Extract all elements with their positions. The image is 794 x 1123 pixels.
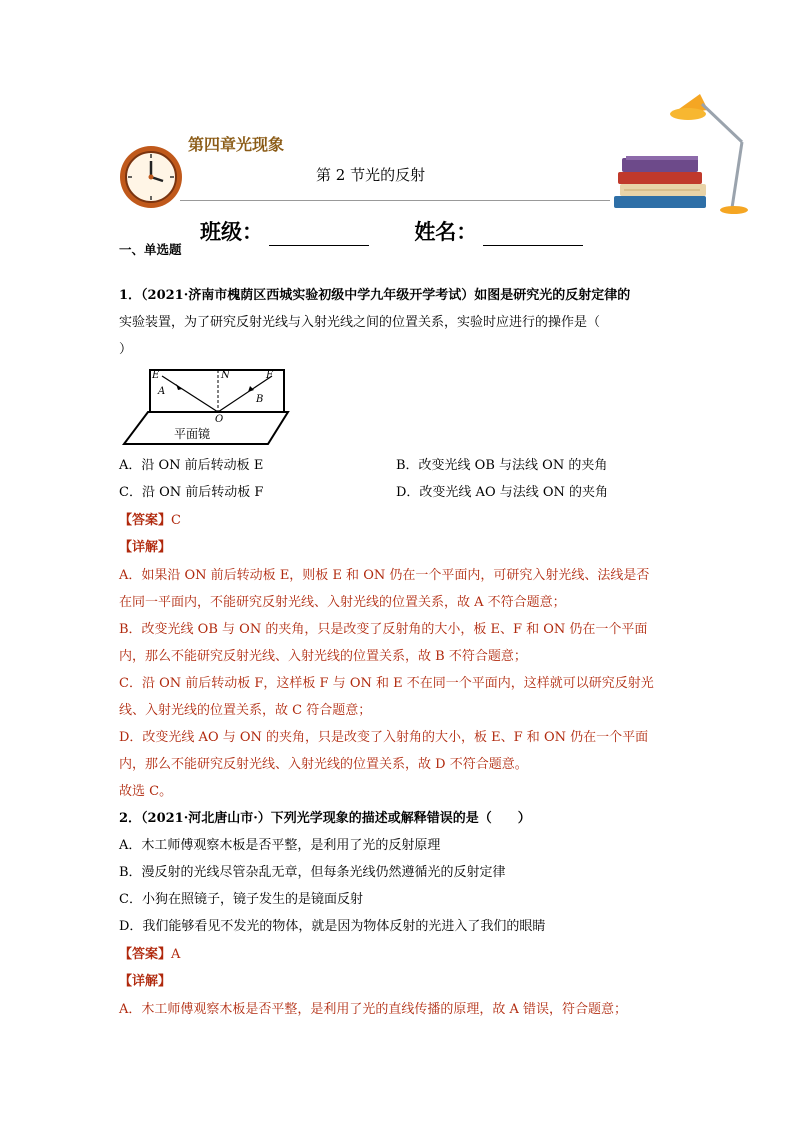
name-blank[interactable]	[483, 225, 583, 246]
q2-option-d[interactable]: D．我们能够看见不发光的物体，就是因为物体反射的光进入了我们的眼睛	[119, 919, 546, 934]
q1-detail-line: D．改变光线 AO 与 ON 的夹角，只是改变了入射角的大小，板 E、F 和 ON 仍在一个平面	[119, 730, 649, 745]
q1-detail-line: A．如果沿 ON 前后转动板 E，则板 E 和 ON 仍在一个平面内，可研究入射光线、法线是否	[119, 568, 650, 583]
q1-stem-line1: 1．（2021·济南市槐荫区西城实验初级中学九年级开学考试）如图是研究光的反射定律的	[119, 288, 631, 303]
reflection-apparatus-figure	[120, 364, 290, 450]
name-label: 姓名：	[414, 219, 478, 244]
q1-detail-line: C．沿 ON 前后转动板 F，这样板 F 与 ON 和 E 不在同一个平面内，这样就可以研究反射光	[119, 676, 654, 691]
q1-detail-line: 内，那么不能研究反射光线、入射光线的位置关系，故 B 不符合题意；	[119, 649, 527, 664]
q1-stem-line3: ）	[119, 342, 133, 357]
class-blank[interactable]	[269, 225, 369, 246]
q1-answer	[119, 507, 181, 534]
q2-answer-tag: 【答案】	[119, 947, 172, 962]
q1-answer-value: C	[171, 513, 181, 528]
label-mirror: 平面镜	[174, 427, 211, 441]
q1-detail-line: 内，那么不能研究反射光线、入射光线的位置关系，故 D 不符合题意。	[119, 757, 528, 772]
q1-stem-line2: 实验装置，为了研究反射光线与入射光线之间的位置关系，实验时应进行的操作是（	[119, 315, 601, 330]
q1-option-b[interactable]: B．改变光线 OB 与法线 ON 的夹角	[396, 458, 608, 473]
q2-answer-value: A	[171, 947, 181, 962]
q2-option-b[interactable]: B．漫反射的光线尽管杂乱无章，但每条光线仍然遵循光的反射定律	[119, 865, 506, 880]
label-f: F	[266, 370, 273, 381]
books-lamp-icon	[604, 92, 764, 218]
q2-option-a[interactable]: A．木工师傅观察木板是否平整，是利用了光的反射原理	[119, 838, 441, 853]
q2-detail-line: A．木工师傅观察木板是否平整，是利用了光的直线传播的原理，故 A 错误，符合题意；	[119, 1002, 628, 1017]
class-label: 班级：	[200, 219, 263, 244]
label-o: O	[215, 414, 224, 425]
class-name-line	[200, 216, 583, 246]
q1-detail-line: B．改变光线 OB 与 ON 的夹角，只是改变了反射角的大小，板 E、F 和 ON 仍在一个平面	[119, 622, 648, 637]
q1-detail-line: 线、入射光线的位置关系，故 C 符合题意；	[119, 703, 372, 718]
clock-icon	[118, 144, 184, 210]
q1-option-d[interactable]: D．改变光线 AO 与法线 ON 的夹角	[396, 485, 609, 500]
q2-detail-tag: 【详解】	[119, 974, 172, 989]
section-title: 第 2 节光的反射	[316, 166, 426, 184]
q2-option-c[interactable]: C．小狗在照镜子，镜子发生的是镜面反射	[119, 892, 363, 907]
label-b: B	[256, 394, 264, 405]
q1-option-c[interactable]: C．沿 ON 前后转动板 F	[119, 485, 264, 500]
label-n: N	[221, 370, 230, 381]
q2-stem: 2．（2021·河北唐山市·）下列光学现象的描述或解释错误的是（ ）	[119, 811, 531, 826]
q1-answer-tag: 【答案】	[119, 513, 172, 528]
section-heading: 一、单选题	[119, 242, 182, 257]
q1-conclusion: 故选 C。	[119, 784, 173, 799]
label-e: E	[152, 370, 160, 381]
chapter-title: 第四章光现象	[188, 135, 285, 154]
q2-answer	[119, 941, 180, 968]
header-divider	[180, 200, 610, 201]
q1-detail-line: 在同一平面内，不能研究反射光线、入射光线的位置关系，故 A 不符合题意；	[119, 595, 566, 610]
q1-option-a[interactable]: A．沿 ON 前后转动板 E	[119, 458, 264, 473]
q1-detail-tag: 【详解】	[119, 540, 172, 555]
label-a: A	[158, 386, 166, 397]
